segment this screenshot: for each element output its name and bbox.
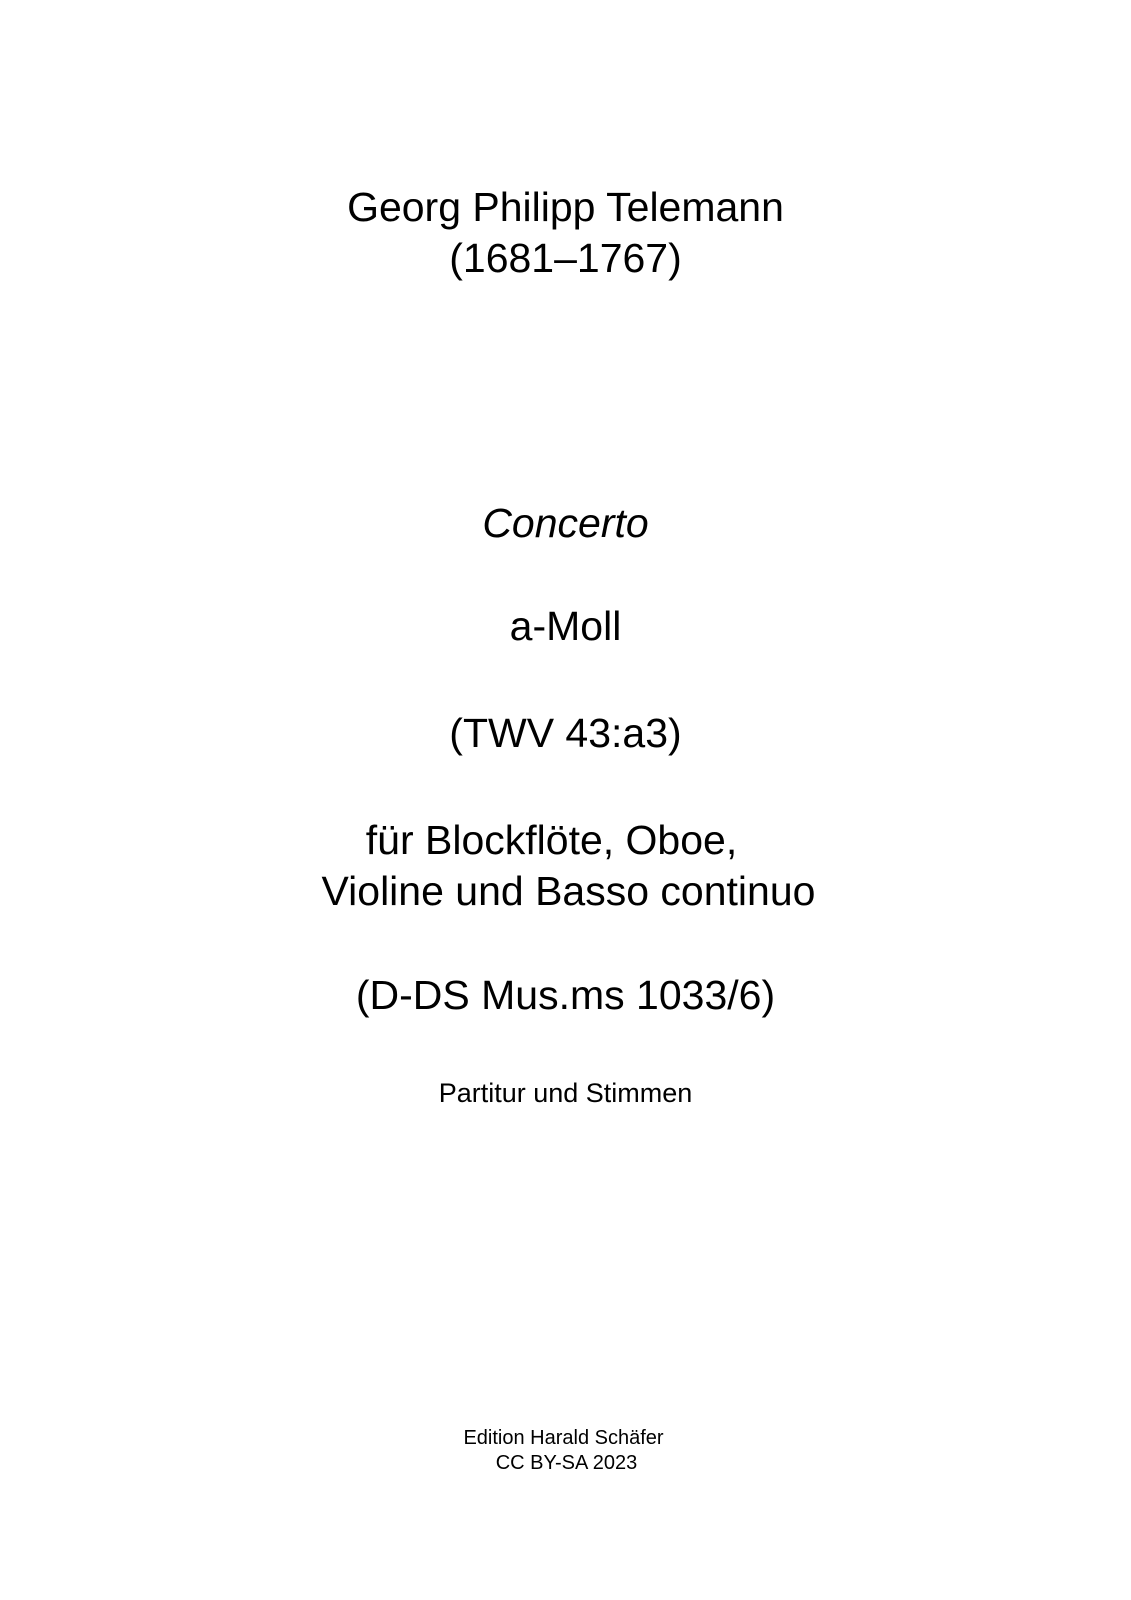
source-shelfmark: (D-DS Mus.ms 1033/6) [355, 972, 776, 1018]
instrumentation-line-1: für Blockflöte, Oboe, [365, 817, 738, 863]
instrumentation-line-2: Violine und Basso continuo [321, 868, 816, 914]
composer-name: Georg Philipp Telemann [347, 184, 784, 230]
license: CC BY-SA 2023 [495, 1452, 638, 1474]
contents-note: Partitur und Stimmen [438, 1078, 693, 1108]
composer-dates: (1681–1767) [449, 235, 682, 281]
catalog-number: (TWV 43:a3) [449, 710, 682, 756]
work-key: a-Moll [509, 603, 622, 649]
publisher: Edition Harald Schäfer [463, 1427, 664, 1449]
work-title: Concerto [482, 500, 649, 546]
